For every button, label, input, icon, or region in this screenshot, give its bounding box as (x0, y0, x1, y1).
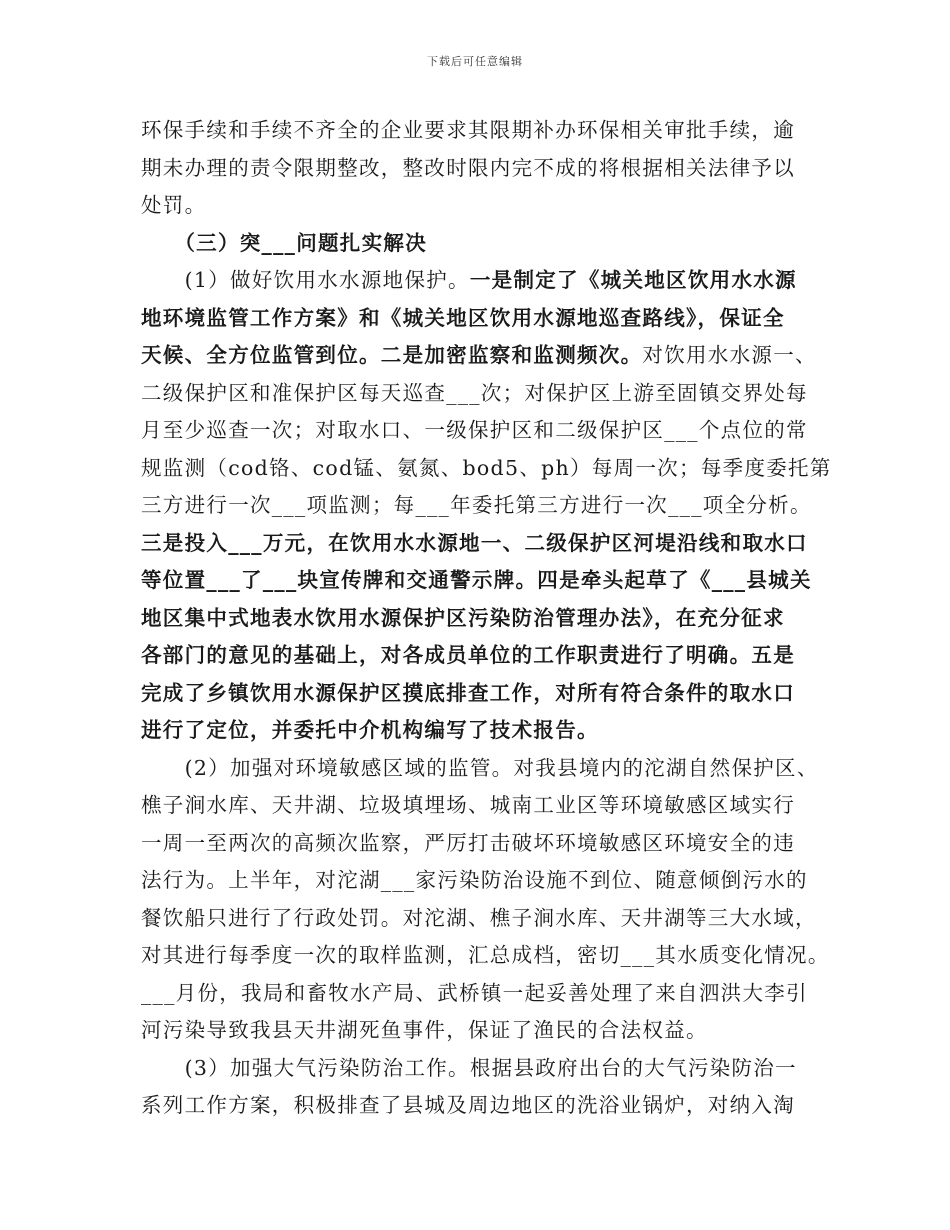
text-segment: 二级保护区和准保护区每天巡查___次；对保护区上游至固镇交界处每 (141, 380, 808, 405)
text-line (141, 525, 811, 563)
bold-text-segment: 等位置___了___块宣传牌和交通警示牌。四是牵头起草了《___县城关 (141, 568, 812, 592)
text-line (141, 712, 811, 750)
text-line (141, 225, 811, 263)
text-line (141, 787, 811, 825)
text-line (141, 975, 811, 1013)
text-line (141, 1012, 811, 1050)
text-line (141, 487, 811, 525)
page-header: 下载后可任意编辑 (427, 55, 523, 68)
text-segment: (1）做好饮用水水源地保护。 (141, 268, 470, 292)
text-line (141, 562, 811, 600)
text-line (141, 337, 817, 375)
bold-text-segment: 完成了乡镇饮用水源保护区摸底排查工作，对所有符合条件的取水口 (141, 680, 795, 705)
text-segment: ___月份，我局和畜牧水产局、武桥镇一起妥善处理了来自泗洪大李引 (141, 980, 808, 1005)
text-line (141, 600, 811, 638)
bold-text-segment: 地环境监管工作方案》和《城关地区饮用水源地巡查路线》，保证全 (141, 305, 785, 330)
text-segment: 环保手续和手续不齐全的企业要求其限期补办环保相关审批手续，逾 (141, 118, 795, 142)
text-line (141, 900, 817, 938)
bold-text-segment: 进行了定位，并委托中介机构编写了技术报告。 (141, 718, 599, 742)
text-segment: 三方进行一次___项监测；每___年委托第三方进行一次___项全分析。 (141, 493, 812, 517)
text-line (141, 112, 811, 150)
text-segment: 餐饮船只进行了行政处罚。对沱湖、樵子涧水库、天井湖等三大水域， (141, 905, 817, 930)
text-line (141, 412, 811, 450)
text-line (141, 1050, 811, 1088)
text-segment: 法行为。上半年，对沱湖___家污染防治设施不到位、随意倾倒污水的 (141, 868, 808, 892)
text-segment: 对饮用水水源一、 (642, 343, 817, 367)
text-line (141, 750, 819, 788)
text-segment: 一周一至两次的高频次监察，严厉打击破坏环境敏感区环境安全的违 (141, 830, 795, 855)
text-line (141, 187, 811, 225)
text-line (141, 450, 832, 488)
text-segment: 期未办理的责令限期整改，整改时限内完不成的将根据相关法律予以 (141, 155, 795, 180)
bold-text-segment: 天候、全方位监管到位。二是加密监察和监测频次。 (141, 343, 643, 367)
text-line (141, 150, 811, 188)
text-line (141, 300, 811, 338)
text-segment: 规监测（cod铬、cod锰、氨氮、bod5、ph）每周一次；每季度委托第 (141, 455, 832, 480)
text-line (141, 637, 811, 675)
text-line (141, 825, 811, 863)
text-line (141, 862, 811, 900)
text-line (141, 1087, 811, 1125)
document-body (141, 112, 832, 1125)
bold-text-segment: 各部门的意见的基础上，对各成员单位的工作职责进行了明确。五是 (141, 643, 795, 667)
text-segment: (3）加强大气污染防治工作。根据县政府出台的大气污染防治一 (141, 1055, 797, 1080)
bold-text-segment: 三是投入___万元，在饮用水水源地一、二级保护区河堤沿线和取水口 (141, 530, 808, 555)
text-segment: 对其进行每季度一次的取样监测，汇总成档，密切___其水质变化情况。 (141, 943, 830, 967)
text-segment: 河污染导致我县天井湖死鱼事件，保证了渔民的合法权益。 (141, 1018, 708, 1042)
text-segment: (2）加强对环境敏感区域的监管。对我县境内的沱湖自然保护区、 (141, 755, 819, 780)
text-segment: 处罚。 (141, 193, 207, 217)
text-line (141, 375, 811, 413)
text-segment: 月至少巡查一次；对取水口、一级保护区和二级保护区___个点位的常 (141, 418, 808, 442)
text-line (141, 262, 811, 300)
bold-text-segment: 地区集中式地表水饮用水源保护区污染防治管理办法》，在充分征求 (141, 605, 785, 630)
bold-text-segment: （三）突___问题扎实解决 (141, 230, 427, 255)
text-line (141, 937, 830, 975)
text-segment: 樵子涧水库、天井湖、垃圾填埋场、城南工业区等环境敏感区域实行 (141, 793, 795, 817)
text-segment: 系列工作方案，积极排查了县城及周边地区的洗浴业锅炉，对纳入淘 (141, 1093, 795, 1117)
bold-text-segment: 一是制定了《城关地区饮用水水源 (469, 268, 797, 292)
text-line (141, 675, 811, 713)
